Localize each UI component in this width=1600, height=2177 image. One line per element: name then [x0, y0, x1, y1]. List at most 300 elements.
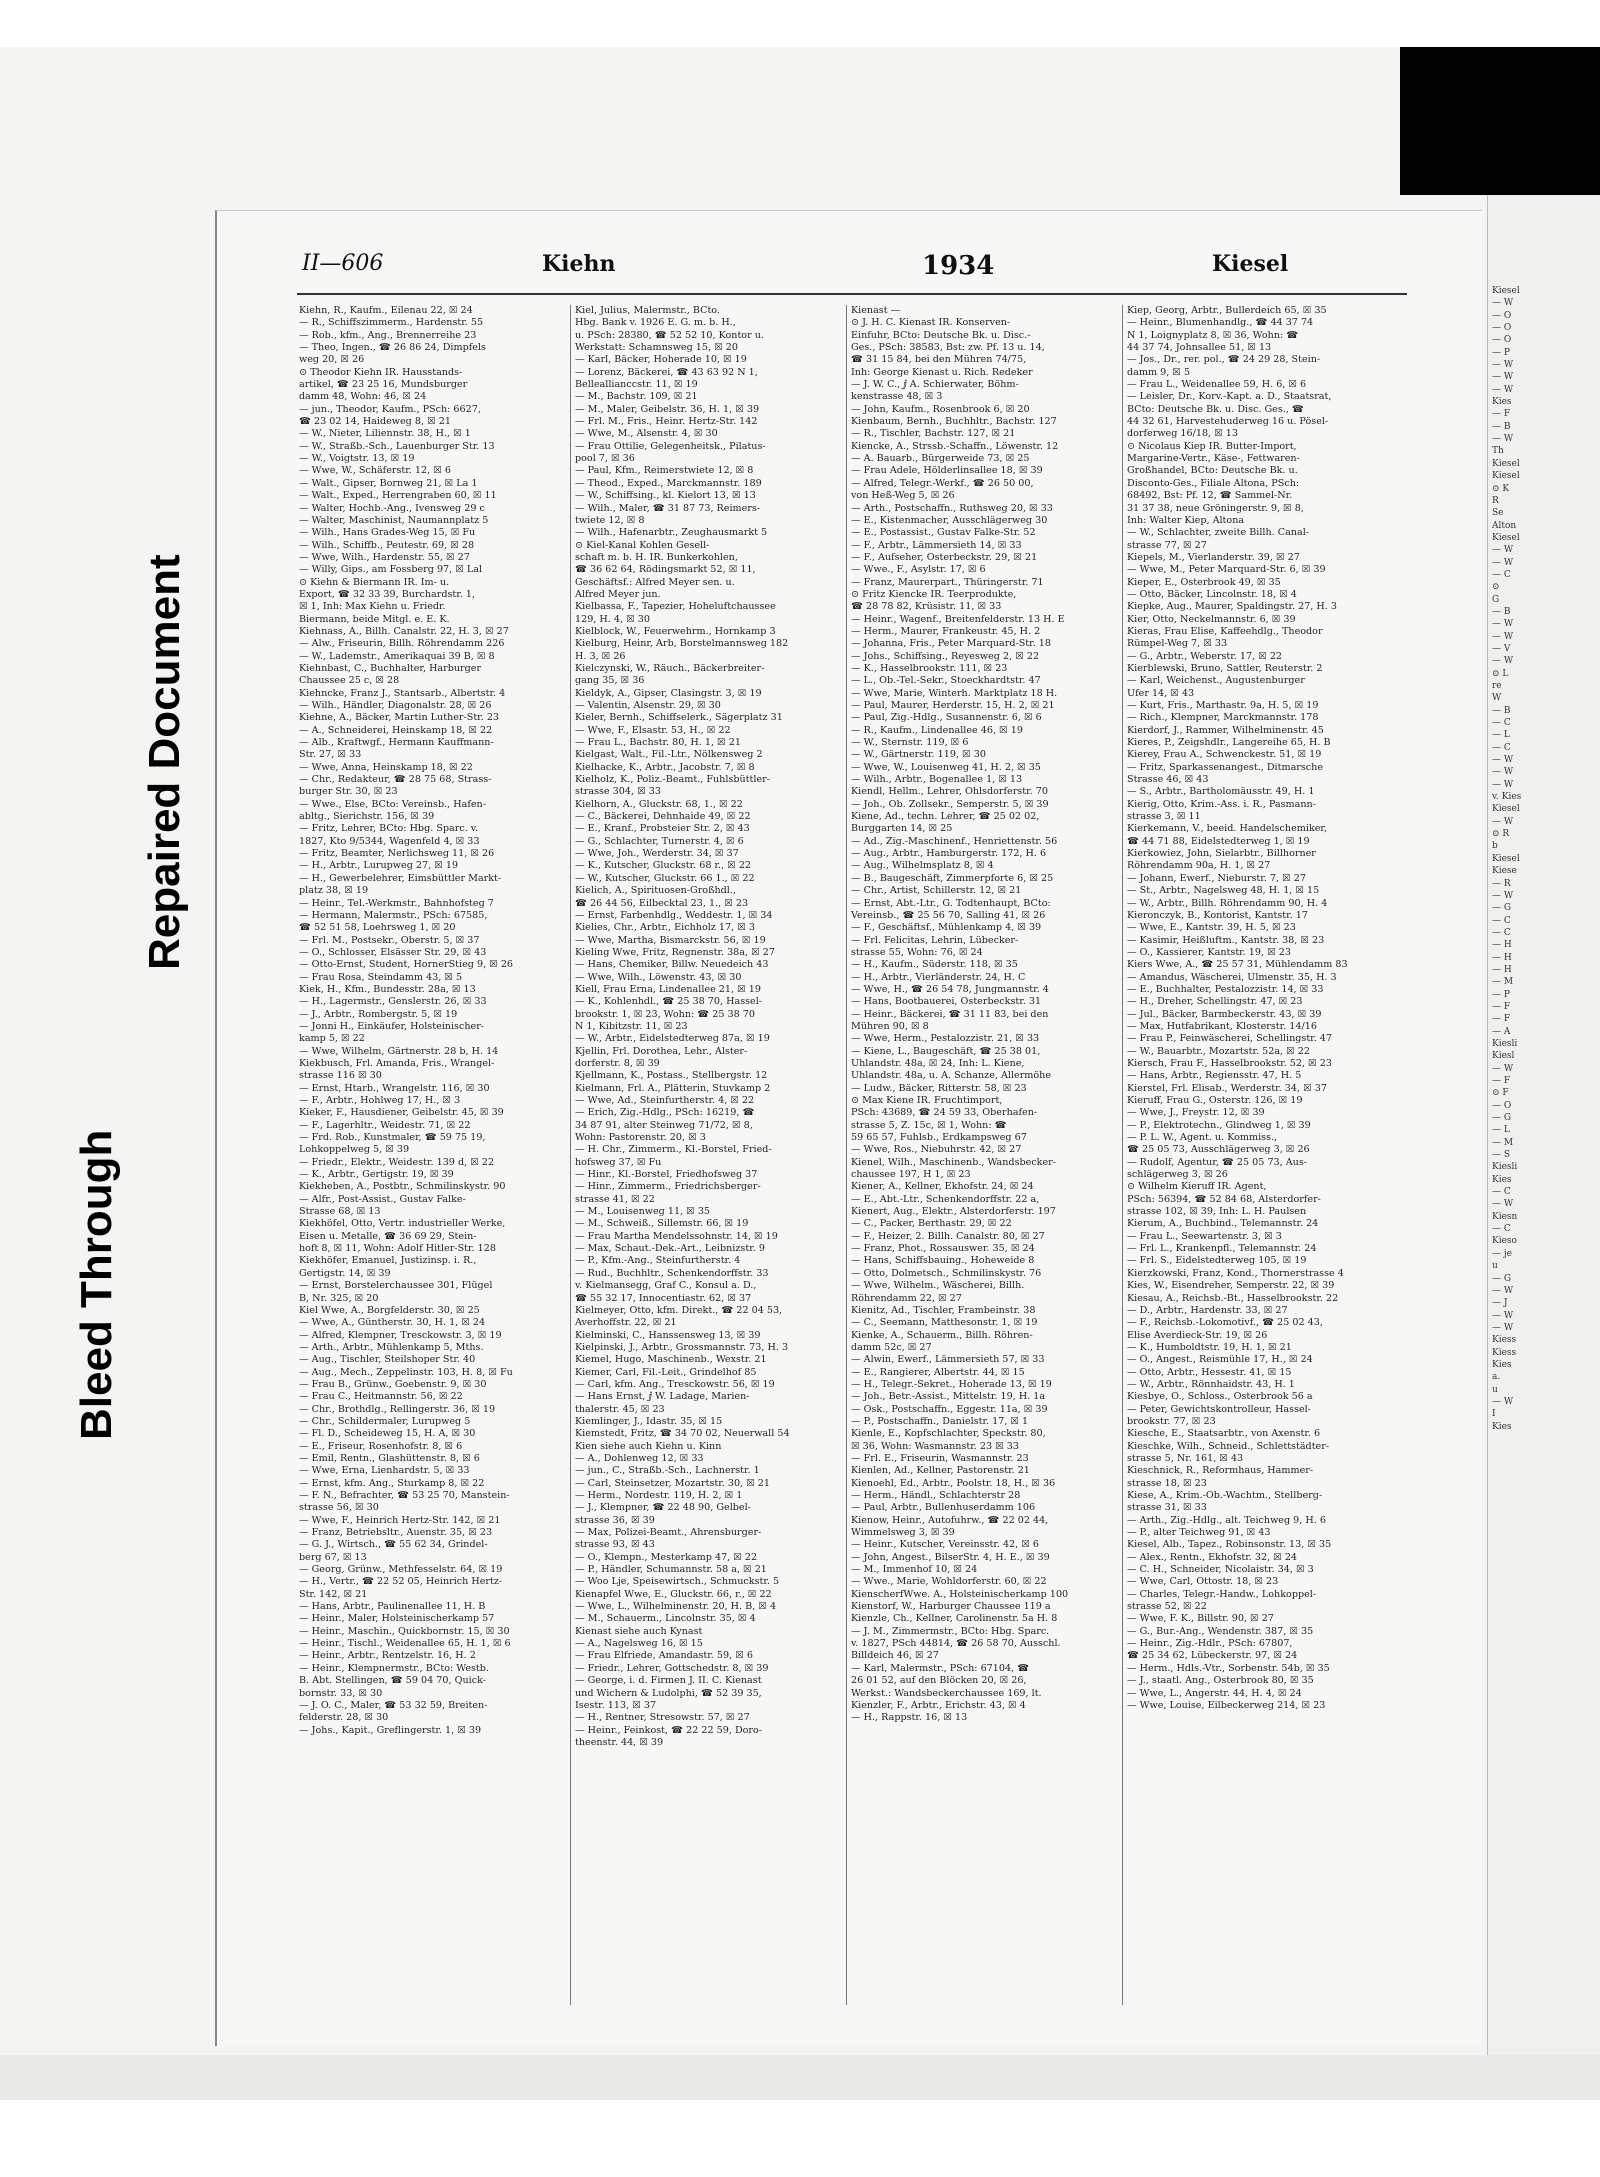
directory-entry: — Joh., Ob. Zollsekr., Semperstr. 5, ☒ 39	[851, 798, 1049, 810]
directory-entry: — Frau Ottilie, Gelegenheitsk., Pilatus-	[575, 440, 766, 452]
directory-entry: strasse 55, Wohn: 76, ☒ 24	[851, 946, 983, 958]
directory-entry: strasse 5, Nr. 161, ☒ 43	[1127, 1452, 1244, 1464]
strip-line: — L	[1492, 730, 1510, 741]
directory-entry: — Hinr., Zimmerm., Friedrichsberger-	[575, 1181, 761, 1193]
directory-entry: N 1, Kibitzstr. 11, ☒ 23	[575, 1020, 688, 1032]
directory-entry: Kielburg, Heinr, Arb, Borstelmannsweg 182	[575, 638, 789, 650]
strip-line: Kiess	[1492, 1347, 1517, 1358]
directory-entry: — O., Angest., Reismühle 17, H., ☒ 24	[1127, 1354, 1313, 1366]
directory-entry: Einfuhr, BCto: Deutsche Bk. u. Disc.-	[851, 329, 1031, 341]
directory-entry: strasse 52, ☒ 22	[1127, 1601, 1207, 1613]
directory-entry: Str. 142, ☒ 21	[299, 1588, 368, 1600]
directory-entry: — Fritz, Beamter, Nerlichsweg 11, ☒ 26	[299, 848, 495, 860]
directory-entry: N 1, Loignyplatz 8, ☒ 36, Wohn: ☎	[1127, 329, 1299, 341]
directory-entry: — Herm., Händl., Schlachterstr 28	[851, 1490, 1021, 1501]
strip-line: Se	[1492, 508, 1504, 519]
directory-entry: Kielbassa, F., Tapezier, Hoheluftchaussee	[575, 601, 776, 613]
directory-entry: Kienitz, Ad., Tischler, Frambeinstr. 38	[851, 1304, 1036, 1316]
directory-entry: — R., Tischler, Bachstr. 127, ☒ 21	[851, 428, 1016, 440]
directory-entry: und Wichern & Ludolphi, ☎ 52 39 35,	[575, 1687, 762, 1699]
directory-entry: — K., Hasselbrookstr. 111, ☒ 23	[851, 662, 1008, 674]
directory-entry: — Jos., Dr., rer. pol., ☎ 24 29 28, Stein-	[1127, 354, 1321, 366]
strip-line: Kiesli	[1492, 1162, 1518, 1173]
column-1	[299, 305, 567, 2005]
directory-entry: — jun., Theodor, Kaufm., PSch: 6627,	[299, 403, 481, 415]
directory-entry: — Max, Polizei-Beamt., Ahrensburger-	[575, 1527, 762, 1539]
directory-entry: — Paul, Zig.-Hdlg., Susannenstr. 6, ☒ 6	[851, 712, 1042, 724]
strip-line: — G	[1492, 1273, 1512, 1284]
strip-line: — V	[1492, 643, 1511, 654]
directory-entry: — Wwe, Wilh., Hardenstr. 55, ☒ 27	[299, 551, 470, 563]
strip-line: Kiesel	[1492, 804, 1520, 815]
directory-entry: ⊙ Fritz Kiencke IR. Teerprodukte,	[851, 588, 1017, 600]
directory-entry: Kiersch, Frau F., Hasselbrookstr. 52, ☒ 23	[1127, 1057, 1332, 1069]
strip-line: a.	[1492, 1372, 1501, 1383]
strip-line: — C	[1492, 718, 1511, 729]
directory-entry: — W., Kutscher, Gluckstr. 66 1., ☒ 22	[575, 872, 755, 884]
strip-top-gap	[1488, 195, 1600, 285]
strip-line: — W	[1492, 767, 1514, 778]
directory-entry: PSch: 43689, ☎ 24 59 33, Oberhafen-	[851, 1107, 1038, 1119]
directory-entry: theenstr. 44, ☒ 39	[575, 1736, 664, 1748]
directory-entry: — Frau Elfriede, Amandastr. 59, ☒ 6	[575, 1650, 753, 1662]
label-bleed-through: Bleed Through	[72, 1129, 121, 1440]
directory-entry: — K., Arbtr., Gertigstr. 19, ☒ 39	[299, 1169, 454, 1181]
directory-entry: v. Kielmansegg, Graf C., Konsul a. D.,	[575, 1280, 757, 1292]
directory-entry: — J. O. C., Maler, ☎ 53 32 59, Breiten-	[299, 1699, 488, 1711]
directory-entry: — Wwe, M., Peter Marquard-Str. 6, ☒ 39	[1127, 564, 1326, 576]
directory-entry: — W., Nieter, Liliennstr. 38, H., ☒ 1	[299, 428, 471, 440]
directory-entry: — Ernst, kfm. Ang., Sturkamp 8, ☒ 22	[299, 1477, 485, 1489]
directory-entry: Kiesbye, O., Schloss., Osterbrook 56 a	[1127, 1391, 1313, 1403]
directory-entry: Gertigstr. 14, ☒ 39	[299, 1267, 391, 1279]
directory-entry: — Wwe, Martha, Bismarckstr. 56, ☒ 19	[575, 934, 766, 946]
directory-entry: — H. Chr., Zimmerm., Kl.-Borstel, Fried-	[575, 1144, 772, 1156]
directory-entry: — Fl. D., Scheideweg 15, H. A, ☒ 30	[299, 1428, 476, 1440]
directory-entry: — Chr., Schildermaler, Lurupweg 5	[299, 1415, 471, 1427]
directory-entry: — Frl. L., Krankenpfl., Telemannstr. 24	[1127, 1243, 1317, 1255]
directory-entry: — A. Bauarb., Bürgerweide 73, ☒ 25	[851, 453, 1030, 465]
strip-line: — C	[1492, 569, 1511, 580]
strip-line: — W	[1492, 1322, 1514, 1333]
directory-entry: B, Nr. 325, ☒ 20	[299, 1292, 379, 1304]
directory-entry: — Hermann, Malermstr., PSch: 67585,	[299, 909, 488, 921]
directory-entry: Kiep, Georg, Arbtr., Bullerdeich 65, ☒ 35	[1127, 305, 1327, 316]
directory-entry: Kielminski, C., Hanssensweg 13, ☒ 39	[575, 1329, 761, 1341]
directory-entry: ⊙ Kiel-Kanal Kohlen Gesell-	[575, 539, 710, 551]
directory-entry: strasse 102, ☒ 39, Inh: L. H. Paulsen	[1127, 1206, 1307, 1218]
column-3	[851, 305, 1119, 2005]
strip-line: — H	[1492, 952, 1512, 963]
directory-entry: — Wwe, Ad., Steinfurtherstr. 4, ☒ 22	[575, 1095, 755, 1106]
directory-entry: strasse 93, ☒ 43	[575, 1539, 655, 1551]
directory-entry: ⊙ Wilhelm Kieruff IR. Agent,	[1127, 1181, 1267, 1193]
directory-entry: — O., Kassierer, Kantstr. 19, ☒ 23	[1127, 946, 1291, 958]
directory-entry: artikel, ☎ 23 25 16, Mundsburger	[299, 379, 468, 391]
directory-entry: — W., Schiffsing., kl. Kielort 13, ☒ 13	[575, 490, 756, 502]
directory-entry: Kiehncke, Franz J., Stantsarb., Albertstr. 4	[299, 687, 506, 699]
directory-entry: Werkstatt: Schamnsweg 15, ☒ 20	[575, 342, 738, 354]
directory-entry: — Walter, Hochb.-Ang., Ivensweg 29 c	[299, 502, 485, 514]
directory-entry: — J. W. C., ⅉ A. Schierwater, Böhm-	[851, 379, 1019, 391]
directory-entry: — Paul, Kfm., Reimerstwiete 12, ☒ 8	[575, 465, 754, 477]
strip-line: — W	[1492, 557, 1514, 568]
directory-entry: 44 37 74, Johnsallee 51, ☒ 13	[1127, 342, 1272, 354]
directory-entry: Kieruff, Frau G., Osterstr. 126, ☒ 19	[1127, 1095, 1303, 1106]
directory-entry: — W., Schlachter, zweite Billh. Canal-	[1127, 527, 1309, 539]
strip-line: G	[1492, 594, 1500, 605]
directory-entry: kenstrasse 48, ☒ 3	[851, 391, 943, 403]
directory-entry: BCto: Deutsche Bk. u. Disc. Ges., ☎	[1127, 403, 1304, 415]
directory-entry: Wohn: Pastorenstr. 20, ☒ 3	[575, 1132, 706, 1144]
directory-entry: Großhandel, BCto: Deutsche Bk. u.	[1127, 465, 1298, 477]
directory-entry: — Heinr., Klempnermstr., BCto: Westb.	[299, 1662, 489, 1674]
directory-entry: berg 67, ☒ 13	[299, 1551, 367, 1563]
directory-columns	[299, 305, 1409, 2005]
directory-entry: Inh: George Kienast u. Rich. Redeker	[851, 366, 1033, 378]
directory-entry: Kjellin, Frl. Dorothea, Lehr., Alster-	[575, 1045, 748, 1057]
directory-entry: — Wwe., F., Asylstr. 17, ☒ 6	[851, 564, 986, 576]
directory-entry: — O., Klempn., Mesterkamp 47, ☒ 22	[575, 1551, 758, 1563]
directory-entry: — M., Bachstr. 109, ☒ 21	[575, 391, 698, 403]
directory-entry: — Wwe, L., Wilhelminenstr. 20, H. B, ☒ 4	[575, 1601, 777, 1613]
directory-entry: — Jonni H., Einkäufer, Holsteinischer-	[299, 1020, 485, 1032]
directory-entry: Kienle, E., Kopfschlachter, Speckstr. 80,	[851, 1428, 1046, 1440]
directory-entry: Kiekhöfer, Emanuel, Justizinsp. i. R.,	[299, 1255, 477, 1267]
directory-entry: — K., Humboldtstr. 19, H. 1, ☒ 21	[1127, 1341, 1292, 1353]
strip-line: — W	[1492, 1285, 1514, 1296]
directory-entry: — Wilh., Hafenarbtr., Zeughausmarkt 5	[575, 527, 768, 539]
directory-entry: Disconto-Ges., Filiale Altona, PSch:	[1127, 477, 1300, 489]
strip-line: — P	[1492, 989, 1510, 1000]
directory-entry: Kiese, A., Krim.-Ob.-Wachtm., Stellberg-	[1127, 1490, 1323, 1501]
directory-entry: — St., Arbtr., Nagelsweg 48, H. 1, ☒ 15	[1127, 885, 1320, 897]
directory-entry: Kiell, Frau Erna, Lindenallee 21, ☒ 19	[575, 983, 761, 995]
directory-entry: — Heinr., Bäckerei, ☎ 31 11 83, bei den	[851, 1008, 1049, 1020]
strip-line: — O	[1492, 310, 1512, 321]
directory-entry: — Wwe, Wilh., Löwenstr. 43, ☒ 30	[575, 971, 742, 983]
directory-entry: — Wwe, Anna, Heinskamp 18, ☒ 22	[299, 761, 473, 773]
strip-line: — W	[1492, 816, 1514, 827]
directory-entry: — Wwe, Joh., Werderstr. 34, ☒ 37	[575, 848, 739, 860]
directory-entry: dorferstr. 8, ☒ 39	[575, 1057, 660, 1069]
directory-entry: Kielhorn, A., Gluckstr. 68, 1., ☒ 22	[575, 798, 743, 810]
directory-entry: Kielmeyer, Otto, kfm. Direkt., ☎ 22 04 53,	[575, 1304, 783, 1316]
directory-entry: Kierkowiez, John, Sielarbtr., Billhorner	[1127, 848, 1316, 860]
directory-entry: strasse 304, ☒ 33	[575, 786, 661, 798]
directory-entry: — George, i. d. Firmen J. II. C. Kienast	[575, 1675, 762, 1687]
directory-entry: — H., Kaufm., Süderstr. 118, ☒ 35	[851, 959, 1018, 971]
directory-entry: — Wwe, F., Elsastr. 53, H., ☒ 22	[575, 724, 731, 736]
directory-entry: — H., Vertr., ☎ 22 52 05, Heinrich Hertz-	[299, 1576, 503, 1588]
directory-entry: — Friedr., Elektr., Weidestr. 139 d, ☒ 22	[299, 1156, 495, 1168]
directory-entry: Kienast —	[851, 305, 901, 316]
directory-entry: ☎ 23 02 14, Haideweg 8, ☒ 21	[299, 416, 451, 428]
directory-entry: Kielich, A., Spirituosen-Großhdl.,	[575, 885, 736, 897]
directory-entry: thalerstr. 45, ☒ 23	[575, 1403, 665, 1415]
directory-entry: — Wilh., Schiffb., Peutestr. 69, ☒ 28	[299, 539, 475, 551]
directory-entry: — Hans Ernst, ⅉ W. Ladage, Marien-	[575, 1391, 750, 1403]
directory-entry: Ufer 14, ☒ 43	[1127, 687, 1195, 699]
strip-line: — B	[1492, 705, 1511, 716]
directory-entry: Ges., PSch: 38583, Bst: zw. Pf. 13 u. 14,	[851, 342, 1045, 354]
directory-entry: — J. M., Zimmermstr., BCto: Hbg. Sparc.	[851, 1625, 1050, 1637]
strip-line: — C	[1492, 1187, 1511, 1198]
directory-entry: ☎ 55 32 17, Innocentiastr. 62, ☒ 37	[575, 1292, 752, 1304]
directory-entry: — Karl, Weichenst., Augustenburger	[1127, 675, 1305, 687]
directory-entry: — Theo, Ingen., ☎ 26 86 24, Dimpfels	[299, 342, 486, 354]
directory-entry: — L., Ob.-Tel.-Sekr., Stoeckhardtstr. 47	[851, 675, 1041, 687]
directory-entry: Export, ☎ 32 33 39, Burchardstr. 1,	[299, 588, 476, 600]
directory-entry: Kiendl, Hellm., Lehrer, Ohlsdorferstr. 70	[851, 786, 1048, 798]
directory-entry: — Willy, Gips., am Fossberg 97, ☒ Lal	[299, 564, 483, 576]
directory-entry: — Alwin, Ewerf., Lämmersieth 57, ☒ 33	[851, 1354, 1045, 1366]
document-condition-labels	[60, 470, 210, 1470]
label-repaired-document: Repaired Document	[140, 554, 189, 970]
directory-entry: Kiekbusch, Frl. Amanda, Fris., Wrangel-	[299, 1057, 495, 1069]
black-scan-edge	[1400, 47, 1600, 195]
directory-entry: — O., Schlosser, Elsässer Str. 29, ☒ 43	[299, 946, 487, 958]
directory-entry: — Frau Adele, Hölderlinsallee 18, ☒ 39	[851, 465, 1043, 477]
page-header	[302, 251, 1412, 285]
directory-entry: Kiemlinger, J., Idastr. 35, ☒ 15	[575, 1415, 723, 1427]
directory-entry: — Wwe, Herm., Pestalozzistr. 21, ☒ 33	[851, 1033, 1040, 1045]
directory-entry: — Jul., Bäcker, Barmbeckerstr. 43, ☒ 39	[1127, 1008, 1322, 1020]
directory-entry: — Johs., Schiffsing., Reyesweg 2, ☒ 22	[851, 650, 1040, 662]
directory-entry: — Max, Hutfabrikant, Klosterstr. 14/16	[1127, 1020, 1317, 1032]
directory-entry: Kieschke, Wilh., Schneid., Schlettstädter-	[1127, 1440, 1330, 1452]
directory-entry: — A., Schneiderei, Heinskamp 18, ☒ 22	[299, 724, 493, 736]
directory-entry: — W., Sternstr. 119, ☒ 6	[851, 737, 969, 749]
directory-entry: — F., Arbtr., Hohlweg 17, H., ☒ 3	[299, 1095, 461, 1106]
directory-entry: — Kurt, Fris., Marthastr. 9a, H. 5, ☒ 19	[1127, 700, 1319, 711]
directory-entry: — Chr., Artist, Schillerstr. 12, ☒ 21	[851, 885, 1022, 897]
directory-entry: — Ernst, Farbenhdlg., Weddestr. 1, ☒ 34	[575, 909, 773, 921]
directory-entry: strasse 56, ☒ 30	[299, 1502, 379, 1514]
directory-entry: hoft 8, ☒ 11, Wohn: Adolf Hitler-Str. 128	[299, 1243, 496, 1255]
directory-entry: Kielholz, K., Poliz.-Beamt., Fuhlsbüttler-	[575, 774, 770, 786]
directory-entry: Kiemel, Hugo, Maschinenb., Wexstr. 21	[575, 1354, 767, 1366]
directory-entry: Kies, W., Eisendreher, Semperstr. 22, ☒ 39	[1127, 1280, 1335, 1292]
directory-entry: ☎ 36 62 64, Rödingsmarkt 52, ☒ 11,	[575, 564, 756, 576]
directory-entry: 1827, Kto 9/5344, Wagenfeld 4, ☒ 33	[299, 835, 480, 847]
directory-entry: — Erich, Zig.-Hdlg., PSch: 16219, ☎	[575, 1107, 755, 1119]
directory-entry: weg 20, ☒ 26	[299, 354, 365, 366]
strip-line: re	[1492, 681, 1502, 691]
directory-entry: — Aug., Mech., Zeppelinstr. 103, H. 8, ☒ Fu	[299, 1366, 513, 1378]
strip-line: — P	[1492, 347, 1510, 358]
directory-entry: Kiemer, Carl, Fil.-Leit., Grindelhof 85	[575, 1366, 757, 1378]
strip-line: — C	[1492, 742, 1511, 753]
strip-line: — W	[1492, 545, 1514, 556]
directory-entry: — Hans, Arbtr., Paulinenallee 11, H. B	[299, 1601, 486, 1613]
directory-entry: abltg., Sierichstr. 156, ☒ 39	[299, 811, 435, 823]
directory-entry: — Walt., Gipser, Bornweg 21, ☒ La 1	[299, 477, 478, 489]
directory-entry: strasse 31, ☒ 33	[1127, 1502, 1207, 1514]
strip-line: — M	[1492, 977, 1514, 988]
directory-entry: Kierum, A., Buchbind., Telemannstr. 24	[1127, 1218, 1319, 1230]
directory-entry: ☒ 1, Inh: Max Kiehn u. Friedr.	[299, 601, 446, 613]
directory-entry: — A., Nagelsweg 16, ☒ 15	[575, 1638, 703, 1650]
directory-entry: — Frl. M., Fris., Heinr. Hertz-Str. 142	[575, 416, 758, 428]
directory-entry: — Heinr., Tischl., Weidenallee 65, H. 1, ☒ 6	[299, 1638, 511, 1650]
strip-line: — O	[1492, 1100, 1512, 1111]
directory-entry: 44 32 61, Harvestehuderweg 16 u. Pösel-	[1127, 416, 1329, 428]
directory-entry: — H., Lagermstr., Genslerstr. 26, ☒ 33	[299, 996, 487, 1008]
directory-entry: — Frau L., Bachstr. 80, H. 1, ☒ 21	[575, 737, 741, 749]
strip-line: v. Kies	[1492, 792, 1522, 803]
directory-entry: Kienbaum, Bernh., Buchhltr., Bachstr. 127	[851, 416, 1057, 428]
directory-entry: Uhlandstr. 48a, u. A. Schanze, Allermöhe	[851, 1070, 1052, 1082]
strip-line: — B	[1492, 606, 1511, 617]
directory-entry: damm 52c, ☒ 27	[851, 1341, 932, 1353]
directory-entry: — B., Baugeschäft, Zimmerpforte 6, ☒ 25	[851, 872, 1054, 884]
directory-entry: — R., Schiffszimmerm., Hardenstr. 55	[299, 317, 484, 329]
directory-entry: — W., Lademstr., Amerikaquai 39 B, ☒ 8	[299, 650, 495, 662]
directory-entry: — K., Kohlenhdl., ☎ 25 38 70, Hassel-	[575, 996, 763, 1008]
directory-entry: — E., Rangierer, Albertstr. 44, ☒ 15	[851, 1366, 1025, 1378]
directory-entry: — Aug., Arbtr., Hamburgerstr. 172, H. 6	[851, 848, 1047, 860]
directory-entry: — M., Schauerm., Lincolnstr. 35, ☒ 4	[575, 1613, 756, 1625]
directory-entry: Kielhacke, K., Arbtr., Jacobstr. 7, ☒ 8	[575, 761, 755, 773]
directory-entry: — Lorenz, Bäckerei, ☎ 43 63 92 N 1,	[575, 366, 758, 378]
directory-entry: Kiener, A., Kellner, Ekhofstr. 24, ☒ 24	[851, 1181, 1034, 1193]
directory-entry: Burggarten 14, ☒ 25	[851, 823, 953, 835]
directory-entry: — Frau P., Feinwäscherei, Schellingstr. 47	[1127, 1033, 1333, 1045]
directory-entry: — Arth., Postschaffn., Ruthsweg 20, ☒ 33	[851, 502, 1053, 514]
strip-line: Kiesel	[1492, 471, 1520, 482]
directory-entry: — E., Kranf., Probsteier Str. 2, ☒ 43	[575, 823, 750, 835]
directory-entry: — C., Bäckerei, Dehnhaide 49, ☒ 22	[575, 811, 751, 823]
header-year: 1934	[922, 251, 995, 281]
directory-entry: — W., Voigtstr. 13, ☒ 19	[299, 453, 415, 465]
directory-entry: Kienzler, F., Arbtr., Erichstr. 43, ☒ 4	[851, 1699, 1026, 1711]
directory-entry: — W., Bauarbtr., Mozartstr. 52a, ☒ 22	[1127, 1045, 1311, 1057]
directory-entry: chaussee 197, H 1, ☒ 23	[851, 1169, 971, 1181]
directory-entry: — E., Friseur, Rosenhofstr. 8, ☒ 6	[299, 1440, 463, 1452]
directory-entry: Strasse 68, ☒ 13	[299, 1206, 381, 1218]
directory-entry: ⊙ Theodor Kiehn IR. Hausstands-	[299, 366, 463, 378]
directory-entry: — Paul, Arbtr., Bullenhuserdamm 106	[851, 1502, 1036, 1514]
strip-line: Kieso	[1492, 1236, 1517, 1247]
directory-entry: — Wwe, Wilhelm., Wäscherei, Billh.	[851, 1280, 1025, 1292]
strip-line: — C	[1492, 915, 1511, 926]
column-divider	[1122, 305, 1123, 2005]
strip-line: — F	[1492, 1001, 1511, 1012]
directory-entry: — Johs., Kapit., Greflingerstr. 1, ☒ 39	[299, 1724, 482, 1736]
directory-entry: — Wwe, F., Heinrich Hertz-Str. 142, ☒ 21	[299, 1514, 501, 1526]
directory-entry: Kierig, Otto, Krim.-Ass. i. R., Pasmann-	[1127, 798, 1316, 810]
directory-entry: Kieronczyk, B., Kontorist, Kantstr. 17	[1127, 909, 1308, 921]
directory-entry: — Franz, Betriebsltr., Auenstr. 35, ☒ 23	[299, 1527, 493, 1539]
strip-line: Kiese	[1492, 866, 1517, 877]
directory-entry: Werkst.: Wandsbeckerchaussee 169, lt.	[851, 1687, 1042, 1699]
directory-entry: — Herm., Nordestr. 119, H. 2, ☒ 1	[575, 1490, 743, 1501]
directory-entry: — Max, Schaut.-Dek.-Art., Leibnizstr. 9	[575, 1243, 765, 1255]
directory-entry: Geschäftsf.: Alfred Meyer sen. u.	[575, 576, 735, 588]
strip-line: b	[1492, 841, 1498, 852]
directory-entry: — Carl, Steinsetzer, Mozartstr. 30, ☒ 21	[575, 1477, 771, 1489]
directory-entry: Kjellmann, K., Postass., Stellbergstr. 12	[575, 1070, 768, 1082]
directory-entry: — Wwe, A., Güntherstr. 30, H. 1, ☒ 24	[299, 1317, 486, 1329]
directory-entry: Hbg. Bank v. 1926 E. G. m. b. H.,	[575, 317, 736, 329]
strip-line: — F	[1492, 1014, 1511, 1025]
directory-entry: ☎ 25 34 62, Lübeckerstr. 97, ☒ 24	[1127, 1650, 1298, 1662]
directory-entry: — Heinr., Wagenf., Breitenfelderstr. 13 H. E	[851, 613, 1065, 625]
directory-entry: 129, H. 4, ☒ 30	[575, 613, 650, 625]
directory-entry: — Chr., Redakteur, ☎ 28 75 68, Strass-	[299, 774, 492, 786]
directory-page	[215, 210, 1482, 2046]
strip-line: Kiesel	[1492, 532, 1520, 543]
directory-entry: — Ernst, Abt.-Ltr., G. Todtenhaupt, BCto:	[851, 897, 1051, 909]
directory-entry: — Wwe, Carl, Ottostr. 18, ☒ 23	[1127, 1576, 1279, 1588]
directory-entry: Kierblewski, Bruno, Sattler, Reuterstr. 2	[1127, 662, 1323, 674]
directory-entry: v. 1827, PSch 44814, ☎ 26 58 70, Ausschl.	[851, 1638, 1061, 1650]
strip-line: — W	[1492, 890, 1514, 901]
directory-entry: — Frl. M., Postsekr., Oberstr. 5, ☒ 37	[299, 934, 480, 946]
directory-entry: — R., Kaufm., Lindenallee 46, ☒ 19	[851, 724, 1023, 736]
directory-entry: — Herm., Hdls.-Vtr., Sorbenstr. 54b, ☒ 35	[1127, 1662, 1330, 1674]
directory-entry: 59 65 57, Fuhlsb., Erdkampsweg 67	[851, 1132, 1027, 1144]
directory-entry: — Georg, Grünw., Methfesselstr. 64, ☒ 19	[299, 1564, 503, 1576]
directory-entry: — G., Arbtr., Weberstr. 17, ☒ 22	[1127, 650, 1283, 662]
directory-entry: schaft m. b. H. IR. Bunkerkohlen,	[575, 551, 738, 563]
strip-line: — W	[1492, 631, 1514, 642]
directory-entry: — W., Straßb.-Sch., Lauenburger Str. 13	[299, 440, 495, 452]
directory-entry: — Otto, Arbtr., Hessestr. 41, ☒ 15	[1127, 1366, 1292, 1378]
strip-line: — W	[1492, 1063, 1514, 1074]
directory-entry: — Hans, Schiffsbauing., Hoheweide 8	[851, 1255, 1035, 1267]
directory-entry: Eisen u. Metalle, ☎ 36 69 29, Stein-	[299, 1230, 477, 1242]
strip-line: — C	[1492, 927, 1511, 938]
directory-entry: — Frau B., Grünw., Goebenstr. 9, ☒ 30	[299, 1378, 487, 1390]
directory-entry: Kiesche, E., Staatsarbtr., von Axenstr. 6	[1127, 1428, 1321, 1440]
directory-entry: Strasse 46, ☒ 43	[1127, 774, 1209, 786]
strip-line: ⊙	[1492, 582, 1500, 593]
directory-entry: Kierdorf, J., Rammer, Wilhelminenstr. 45	[1127, 724, 1324, 736]
strip-line: — G	[1492, 903, 1512, 914]
directory-entry: — H., Arbtr., Lurupweg 27, ☒ 19	[299, 860, 459, 872]
directory-entry: Kierkemann, V., beeid. Handelschemiker,	[1127, 823, 1328, 835]
directory-entry: ☎ 44 71 88, Eidelstedterweg 1, ☒ 19	[1127, 835, 1310, 847]
directory-entry: — Ernst, Borstelerchaussee 301, Flügel	[299, 1280, 493, 1292]
directory-entry: B. Abt. Stellingen, ☎ 59 04 70, Quick-	[299, 1675, 486, 1687]
directory-entry: schlägerweg 3, ☒ 26	[1127, 1169, 1228, 1181]
directory-entry: strasse 18, ☒ 23	[1127, 1477, 1207, 1489]
directory-entry: Kiehne, A., Bäcker, Martin Luther-Str. 23	[299, 712, 500, 724]
directory-entry: Kiers Wwe, A., ☎ 25 57 31, Mühlendamm 83	[1127, 959, 1348, 971]
directory-entry: strasse 41, ☒ 22	[575, 1193, 655, 1205]
directory-entry: Kierey, Frau A., Schwenckestr. 51, ☒ 19	[1127, 749, 1322, 761]
directory-entry: — G. J., Wirtsch., ☎ 55 62 34, Grindel-	[299, 1539, 488, 1551]
strip-line: ⊙ R	[1492, 829, 1510, 840]
directory-entry: Kiel Wwe, A., Borgfelderstr. 30, ☒ 25	[299, 1304, 480, 1316]
directory-entry: — Heinr., Maler, Holsteinischerkamp 57	[299, 1613, 495, 1625]
strip-line: u	[1492, 1261, 1498, 1272]
directory-entry: — H., Telegr.-Sekret., Hoherade 13, ☒ 19	[851, 1378, 1052, 1390]
directory-entry: — Rudolf, Agentur, ☎ 25 05 73, Aus-	[1127, 1156, 1308, 1168]
directory-entry: — W., Arbtr., Rönnhaidstr. 43, H. 1	[1127, 1378, 1295, 1390]
directory-entry: — Wwe, Erna, Lienhardstr. 5, ☒ 33	[299, 1465, 470, 1477]
directory-entry: — P. L. W., Agent. u. Kommiss.,	[1127, 1132, 1278, 1144]
directory-entry: Kiel, Julius, Malermstr., BCto.	[575, 305, 720, 316]
directory-entry: Isestr. 113, ☒ 37	[575, 1699, 657, 1711]
directory-entry: — E., Abt.-Ltr., Schenkendorffstr. 22 a,	[851, 1193, 1040, 1205]
directory-entry: burger Str. 30, ☒ 23	[299, 786, 398, 798]
directory-entry: — Karl, Malermstr., PSch: 67104, ☎	[851, 1662, 1030, 1674]
directory-entry: ☎ 28 78 82, Krüsistr. 11, ☒ 33	[851, 601, 1002, 613]
directory-entry: — Wwe, Louise, Eilbeckerweg 214, ☒ 23	[1127, 1699, 1326, 1711]
